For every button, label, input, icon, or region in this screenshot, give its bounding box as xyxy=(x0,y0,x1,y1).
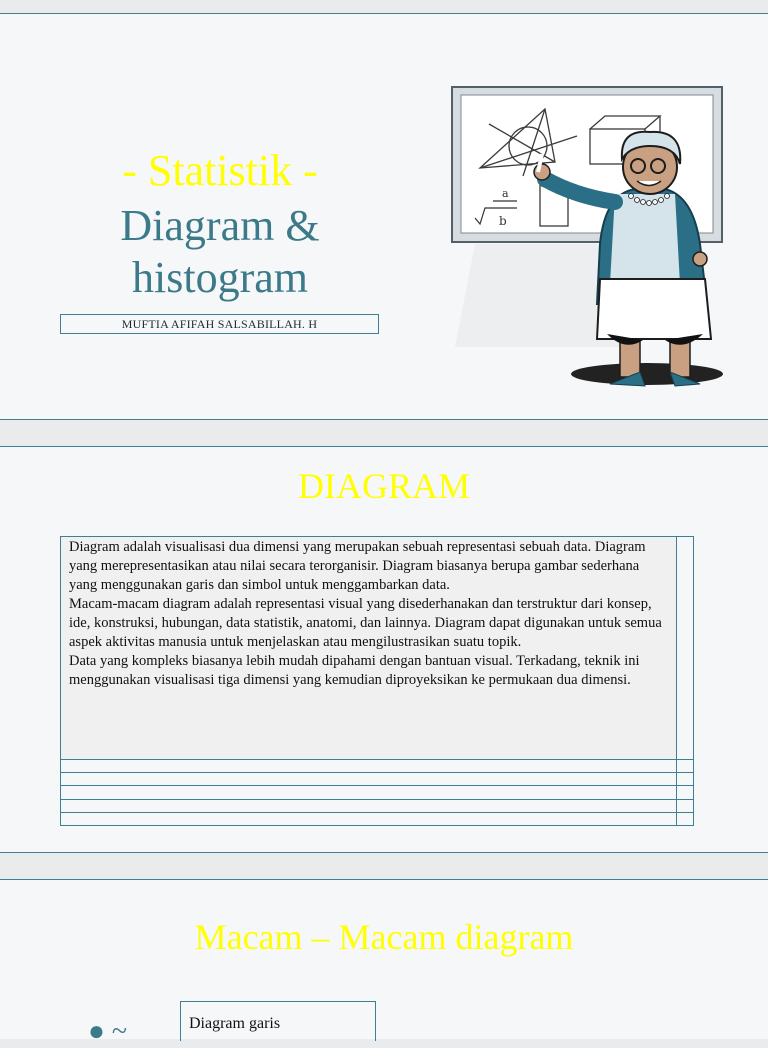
slide-heading: DIAGRAM xyxy=(297,466,470,506)
paragraph: Data yang kompleks biasanya lebih mudah dipahami dengan bantuan visual. Terkadang, teknik ini menggunakan visualisasi tiga dimensi yang kemudian diproyeksikan ke permukaan dua dimensi. xyxy=(69,653,640,688)
slide-title-line2: Diagram & xyxy=(120,201,320,250)
teacher-at-whiteboard-illustration xyxy=(425,84,735,394)
row-divider xyxy=(61,799,693,800)
column-divider xyxy=(676,537,677,825)
title-slide xyxy=(0,13,768,420)
row-divider xyxy=(61,772,693,773)
slide-title-line3: histogram xyxy=(132,253,308,302)
decorative-glyph: ● ~ xyxy=(88,1016,128,1047)
diagram-slide xyxy=(0,446,768,853)
author-name: MUFTIA AFIFAH SALSABILLAH. H xyxy=(60,314,379,334)
definition-table xyxy=(60,536,694,826)
slide-title-topic: - Statistik - xyxy=(122,146,318,195)
row-divider xyxy=(61,759,693,760)
diagram-type-box: Diagram garis xyxy=(180,1001,376,1041)
formula-b: b xyxy=(499,214,507,228)
formula-a: a xyxy=(502,187,509,200)
definition-text xyxy=(61,537,676,759)
paragraph: Macam-macam diagram adalah representasi visual yang disederhanakan dan terstruktur dari konsep, ide, konstruksi, hubungan, data statistik, anatomi, dan lainnya. Diagram dapat digunakan untuk semua aspek aktivitas manusia untuk menjelaskan atau mengilustrasikan suatu topik. xyxy=(69,596,662,650)
paragraph: Diagram adalah visualisasi dua dimensi yang merupakan sebuah representasi sebuah data. Diagram yang merepresentasikan atau nilai secara terorganisir. Diagram biasanya berupa gambar sederhana yang menggunakan garis dan simbol untuk menggambarkan data. xyxy=(69,539,646,593)
row-divider xyxy=(61,785,693,786)
row-divider xyxy=(61,812,693,813)
slide-heading: Macam – Macam diagram xyxy=(194,917,574,957)
types-slide xyxy=(0,879,768,1047)
